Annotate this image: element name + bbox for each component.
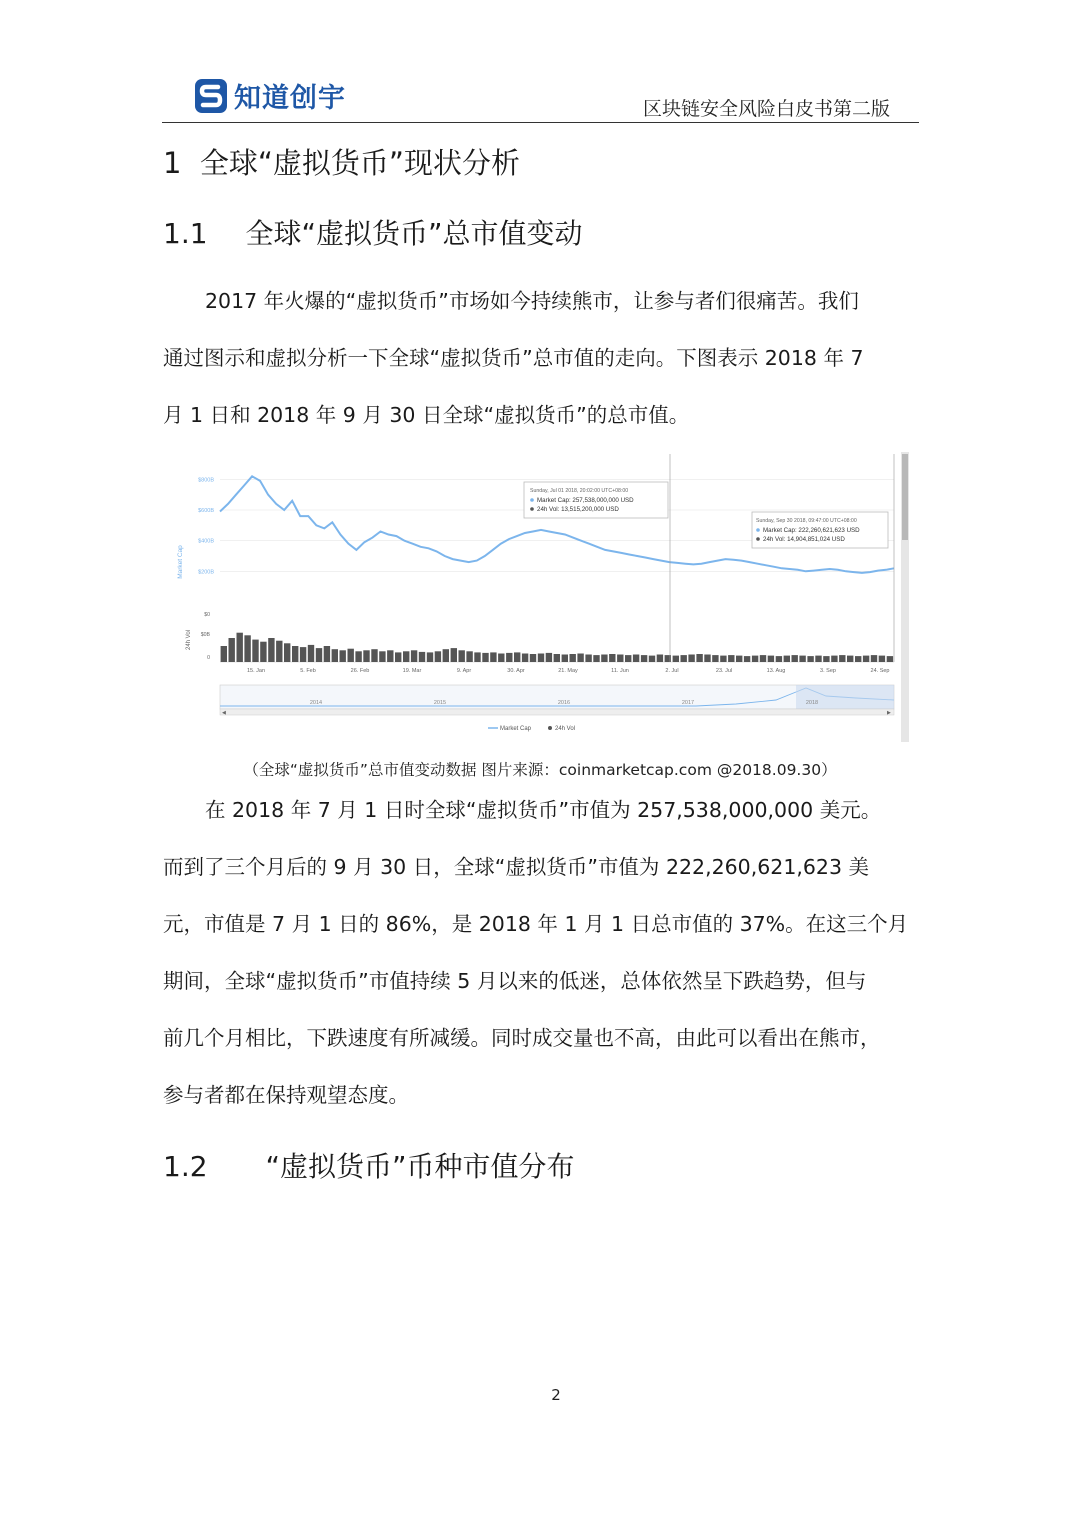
x-tick-label: 3. Sep	[820, 668, 836, 674]
volume-bar	[443, 649, 449, 662]
volume-bar	[387, 650, 393, 662]
volume-bar	[514, 652, 520, 662]
tooltip-sep	[752, 512, 888, 548]
navigator-year-label: 2018	[805, 700, 819, 706]
volume-bar	[847, 656, 853, 662]
scroll-left-icon: ◀	[222, 710, 226, 716]
volume-bar	[554, 654, 560, 662]
volume-bar	[887, 656, 893, 662]
page-number: 2	[551, 1386, 561, 1404]
volume-bar	[609, 654, 615, 662]
volume-bar	[459, 650, 465, 662]
volume-bar	[506, 653, 512, 662]
y-tick-label: $400B	[198, 538, 214, 545]
volume-bar	[324, 646, 330, 662]
volume-bar	[316, 648, 322, 662]
volume-bar	[237, 633, 243, 662]
legend-dot-icon	[530, 507, 534, 511]
paragraph-line: 元，市值是 7 月 1 日的 86%，是 2018 年 1 月 1 日总市值的 37%。在这三个月	[163, 912, 909, 936]
volume-bar	[490, 652, 496, 662]
volume-bar	[332, 649, 338, 662]
navigator-year-label: 2016	[557, 700, 571, 706]
legend-market-cap: Market Cap	[500, 726, 532, 732]
volume-bar	[546, 653, 552, 662]
volume-bar	[276, 641, 282, 662]
subsection-heading-1-1	[163, 212, 583, 252]
volume-bar	[474, 652, 480, 662]
volume-bar	[633, 655, 639, 663]
volume-bar	[379, 651, 385, 662]
legend-24h-vol: 24h Vol	[555, 726, 576, 732]
x-tick-label: 9. Apr	[456, 668, 472, 674]
paragraph-line: 期间，全球“虚拟货币”市值持续 5 月以来的低迷，总体依然呈下跌趋势，但与	[163, 969, 867, 993]
market-cap-chart-svg	[176, 452, 911, 742]
company-logo	[194, 76, 346, 115]
volume-bar	[593, 655, 599, 662]
volume-bar	[340, 650, 346, 662]
x-tick-label: 23. Jul	[715, 668, 733, 674]
volume-bar	[831, 656, 837, 662]
volume-bar	[221, 646, 227, 662]
volume-bar	[562, 655, 568, 663]
volume-bar	[482, 653, 488, 662]
x-tick-label: 24. Sep	[870, 668, 890, 674]
volume-bar	[641, 655, 647, 662]
section-number: 1	[163, 146, 182, 180]
volume-bar	[284, 643, 290, 662]
volume-bar	[696, 654, 702, 662]
x-tick-label: 13. Aug	[766, 668, 786, 674]
legend-dot-icon	[756, 537, 760, 541]
subsection-heading-1-2	[163, 1145, 575, 1185]
volume-bar	[704, 655, 710, 663]
volume-bar	[799, 656, 805, 662]
scroll-right-icon: ▶	[887, 710, 891, 716]
x-tick-label: 2. Jul	[665, 668, 679, 674]
paragraph-line: 通过图示和虚拟分析一下全球“虚拟货币”总市值的走向。下图表示 2018 年 7	[163, 346, 864, 370]
subsection-title: “虚拟货币”币种市值分布	[265, 1150, 575, 1183]
market-cap-chart	[176, 452, 911, 742]
volume-bar	[657, 655, 663, 663]
volume-bar	[466, 651, 472, 662]
volume-bar	[855, 656, 861, 662]
volume-bar	[577, 654, 583, 663]
volume-bar	[435, 651, 441, 662]
analysis-paragraph	[163, 782, 919, 1124]
volume-bar	[348, 649, 354, 662]
volume-bar	[451, 648, 457, 662]
tooltip-jul-date: Sunday, Jul 01 2018, 20:02:00 UTC+08:00	[530, 488, 629, 494]
volume-bar	[617, 655, 623, 663]
tooltip-jul	[524, 482, 668, 518]
header-divider	[162, 122, 919, 123]
volume-bar	[649, 656, 655, 662]
volume-bar	[570, 654, 576, 662]
volume-bar	[411, 650, 417, 662]
volume-bar	[784, 656, 790, 662]
section-heading-1	[163, 141, 520, 182]
volume-bar	[871, 655, 877, 662]
volume-bar	[823, 656, 829, 662]
volume-bar	[308, 645, 314, 662]
volume-bar	[252, 640, 258, 662]
volume-bar	[363, 650, 369, 662]
navigator-year-label: 2014	[309, 700, 323, 706]
subsection-number: 1.2	[163, 1150, 208, 1183]
logo-text: 知道创宇	[234, 83, 346, 114]
volume-bar	[427, 652, 433, 662]
volume-bar	[601, 655, 607, 663]
volume-bar	[688, 655, 694, 663]
volume-bar	[673, 656, 679, 662]
tooltip-sep-vol: 24h Vol: 14,904,851,024 USD	[763, 536, 845, 543]
volume-bar	[371, 649, 377, 662]
volume-bar	[268, 638, 274, 662]
volume-bar	[395, 652, 401, 662]
volume-bar	[807, 656, 813, 662]
volume-bar	[815, 656, 821, 662]
x-tick-label: 26. Feb	[350, 668, 370, 674]
tooltip-jul-cap: Market Cap: 257,538,000,000 USD	[537, 497, 634, 504]
navigator-scrollbar	[220, 709, 894, 715]
volume-bar	[712, 655, 718, 662]
volume-bar	[863, 656, 869, 662]
volume-bar	[355, 651, 361, 662]
volume-bar	[720, 656, 726, 662]
y-tick-label: $200B	[198, 569, 214, 576]
volume-bar	[792, 655, 798, 662]
subsection-title: 全球“虚拟货币”总市值变动	[245, 217, 583, 250]
volume-bar	[776, 656, 782, 662]
volume-bar	[419, 652, 425, 662]
paragraph-line: 前几个月相比，下跌速度有所减缓。同时成交量也不高，由此可以看出在熊市，	[163, 1026, 881, 1050]
volume-bar	[728, 655, 734, 662]
figure-caption: （全球“虚拟货币”总市值变动数据 图片来源：coinmarketcap.com @2018.09.30）	[243, 761, 837, 779]
y-tick-label: $600B	[198, 508, 214, 514]
volume-bar	[522, 654, 528, 663]
vol-axis-label: 24h Vol	[186, 629, 192, 651]
intro-paragraph	[163, 273, 919, 444]
x-tick-label: 21. May	[558, 668, 578, 674]
chart-scrollbar-thumb	[902, 454, 908, 540]
volume-bar	[752, 656, 758, 662]
legend-vol-icon	[548, 726, 552, 730]
volume-bar	[300, 647, 306, 662]
volume-bar	[760, 655, 766, 662]
volume-bar	[839, 655, 845, 662]
volume-bar	[292, 646, 298, 662]
vol-tick-label: $0	[204, 612, 210, 618]
volume-bar	[260, 642, 266, 662]
volume-bar	[585, 655, 591, 663]
vol-tick-label: $0B	[200, 632, 210, 638]
x-tick-label: 19. Mar	[402, 668, 422, 674]
volume-bar	[736, 656, 742, 662]
paragraph-line: 在 2018 年 7 月 1 日时全球“虚拟货币”市值为 257,538,000,000 美元。	[205, 798, 882, 822]
tooltip-sep-cap: Market Cap: 222,260,621,623 USD	[763, 527, 860, 534]
paragraph-line: 月 1 日和 2018 年 9 月 30 日全球“虚拟货币”的总市值。	[163, 403, 690, 427]
x-tick-label: 5. Feb	[300, 668, 316, 674]
volume-bar	[681, 655, 687, 662]
document-title: 区块链安全风险白皮书第二版	[642, 98, 890, 120]
volume-bar	[879, 656, 885, 662]
subsection-number: 1.1	[163, 217, 208, 250]
navigator-year-label: 2017	[681, 700, 695, 706]
tooltip-sep-date: Sunday, Sep 30 2018, 09:47:00 UTC+08:00	[756, 518, 857, 524]
volume-bar	[498, 654, 504, 663]
x-tick-label: 11. Jun	[611, 668, 629, 674]
volume-bar	[768, 656, 774, 662]
y-tick-label: $800B	[198, 477, 214, 484]
x-tick-label: 30. Apr	[507, 668, 525, 674]
volume-bar	[244, 635, 250, 662]
paragraph-line: 而到了三个月后的 9 月 30 日，全球“虚拟货币”市值为 222,260,621,623 美	[163, 855, 870, 879]
y-axis-label: Market Cap	[177, 545, 184, 579]
legend-dot-icon	[530, 498, 534, 502]
volume-bar	[625, 655, 631, 662]
volume-bar	[403, 651, 409, 662]
section-title: 全球“虚拟货币”现状分析	[199, 146, 520, 180]
volume-bar	[538, 654, 544, 663]
x-tick-label: 15. Jan	[246, 668, 266, 674]
volume-bar	[744, 656, 750, 662]
navigator-year-label: 2015	[433, 700, 447, 706]
logo-s-icon	[194, 78, 228, 114]
volume-bar	[229, 638, 235, 662]
paragraph-line: 参与者都在保持观望态度。	[163, 1083, 409, 1107]
legend-dot-icon	[756, 528, 760, 532]
paragraph-line: 2017 年火爆的“虚拟货币”市场如今持续熊市，让参与者们很痛苦。我们	[205, 289, 859, 313]
vol-tick-label: 0	[207, 655, 210, 661]
tooltip-jul-vol: 24h Vol: 13,515,200,000 USD	[537, 506, 619, 513]
volume-bar	[530, 654, 536, 662]
